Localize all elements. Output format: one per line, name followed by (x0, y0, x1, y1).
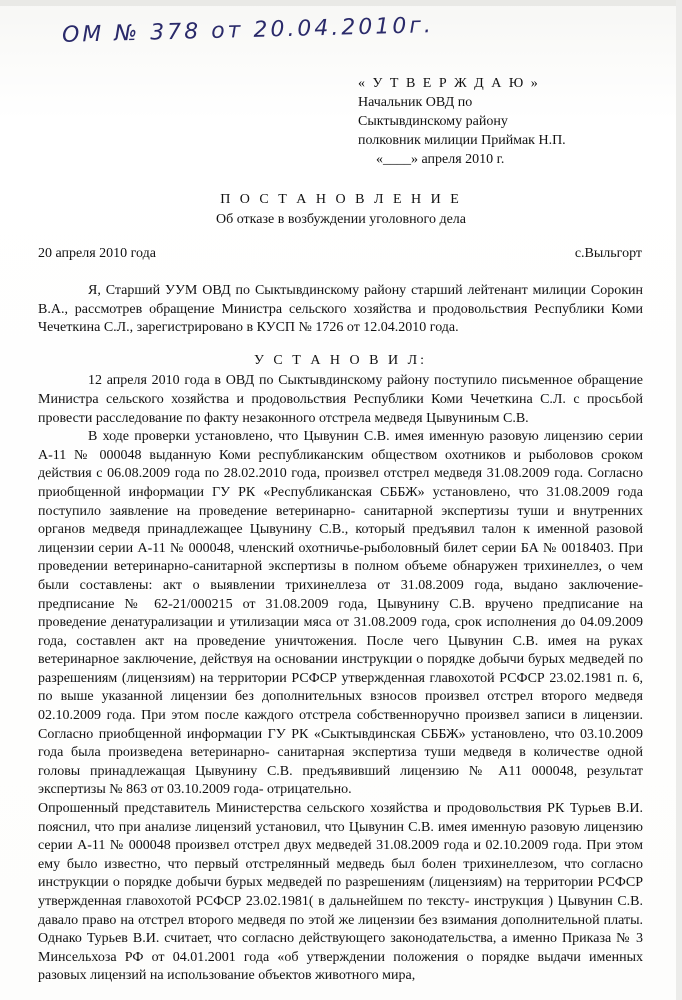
scan-edge-top (0, 0, 682, 6)
document-body (38, 282, 643, 986)
approval-line-3: полковник милиции Приймак Н.П. (358, 133, 566, 148)
paragraph-2: В ходе проверки установлено, что Цывунин С.В. имея именную разовую лицензию серии А-11 № 000048 выданную Коми республиканским обществом охотников и рыболовов сроком действия с 06.08.2009 года по 28.02.2010 года, произвел отстрел медведя 31.08.2009 года. Согласно приобщенной информации ГУ РК «Республиканская СББЖ» установлено, что 31.08.2009 года поступило заявление на проведение ветеринарно- санитарной экспертизы туши и внутренних органов медведя принадлежащее Цывунину С.В., который предъявил талон к именной разовой лицензии серии А-11 № 000048, членский охотничье-рыболовный билет серии БА № 0018403. При проведении ветеринарно-санитарной экспертизы в полном объеме обнаружен трихинеллез, о чем были составлены: акт о выявлении трихинеллеза от 31.08.2009 года, выдано заключение-предписание № 62-21/000215 от 31.08.2009 года, Цывунину С.В. вручено предписание на проведение денатурализации и утилизации мяса от 31.08.2009 года, срок исполнения до 04.09.2009 года, составлен акт на проведение уничтожения. После чего Цывунин С.В. имея на руках ветеринарное заключение, действуя на основании инструкции о порядке добычи бурых медведей по разрешениям (лицензиям) на территории РСФСР утвержденная главохотой РСФСР 23.02.1981 п. 6, по выше указанной лицензии без дополнительных взносов произвел отстрел второго медведя 02.10.2009 года. При этом после каждого отстрела собственноручно произвел записи в лицензии. Согласно приобщенной информации ГУ РК «Сыктывдинская СББЖ» установлено, что 03.10.2009 года была произведена ветеринарно- санитарная экспертиза туши медведя в количестве одной головы принадлежащая Цывунину С.В. предъявивший лицензию № А11 000048, результат экспертизы № 863 от 03.10.2009 года- отрицательно. (38, 429, 643, 798)
approval-date-line: «____» апреля 2010 г. (376, 152, 505, 167)
approval-title: « У Т В Е Р Ж Д А Ю » (358, 76, 540, 91)
section-heading: У С Т А Н О В И Л: (254, 352, 427, 368)
date-place-row (38, 246, 642, 262)
paragraph-3: Опрошенный представитель Министерства сельского хозяйства и продовольствия РК Турьев В.И. пояснил, что при анализе лицензий установил, что Цывунин С.В. имея именную разовую лицензию серии А-11 № 000048 произвел отстрел двух медведей 31.08.2009 года и 02.10.2009 года. При этом ему было известно, что первый отстрелянный медведь был болен трихинеллезом, что согласно инструкции о порядке добычи бурых медведей по разрешениям (лицензиям) на территории РСФСР утвержденная главохотой РСФСР 23.02.1981( в дальнейшем по тексту- инструкция ) Цывунин С.В. давало право на отстрел второго медведя по этой же лицензии без взимания дополнительной платы. Однако Турьев В.И. считает, что согласно действующего законодательства, а именно Приказа № 3 Минсельхоза РФ от 04.01.2001 года «об утверждении положения о порядке выдачи именных разовых лицензий на использование объектов животного мира, (38, 801, 643, 984)
document-date: 20 апреля 2010 года (38, 246, 156, 261)
handwritten-registration-note: ОМ № 378 от 20.04.2010г. (61, 13, 435, 48)
approval-line-1: Начальник ОВД по (358, 95, 473, 110)
approval-block (358, 74, 566, 169)
paragraph-1: 12 апреля 2010 года в ОВД по Сыктывдинскому району поступило письменное обращение Министра сельского хозяйства и продовольствия Республики Коми Чечеткина С.Л. с просьбой провести расследование по факту незаконного отстрела медведя Цывуниным С.В. (38, 373, 643, 426)
document-subtitle: Об отказе в возбуждении уголовного дела (216, 212, 466, 227)
intro-paragraph: Я, Старший УУМ ОВД по Сыктывдинскому району старший лейтенант милиции Сорокин В.А., рассмотрев обращение Министра сельского хозяйства и продовольствия Республики Коми Чечеткина С.Л., зарегистрировано в КУСП № 1726 от 12.04.2010 года. (38, 283, 643, 336)
document-title: П О С Т А Н О В Л Е Н И Е (220, 192, 462, 207)
approval-line-2: Сыктывдинскому району (358, 114, 508, 129)
scan-edge-right (676, 0, 682, 1000)
document-place: с.Выльгорт (574, 246, 642, 261)
